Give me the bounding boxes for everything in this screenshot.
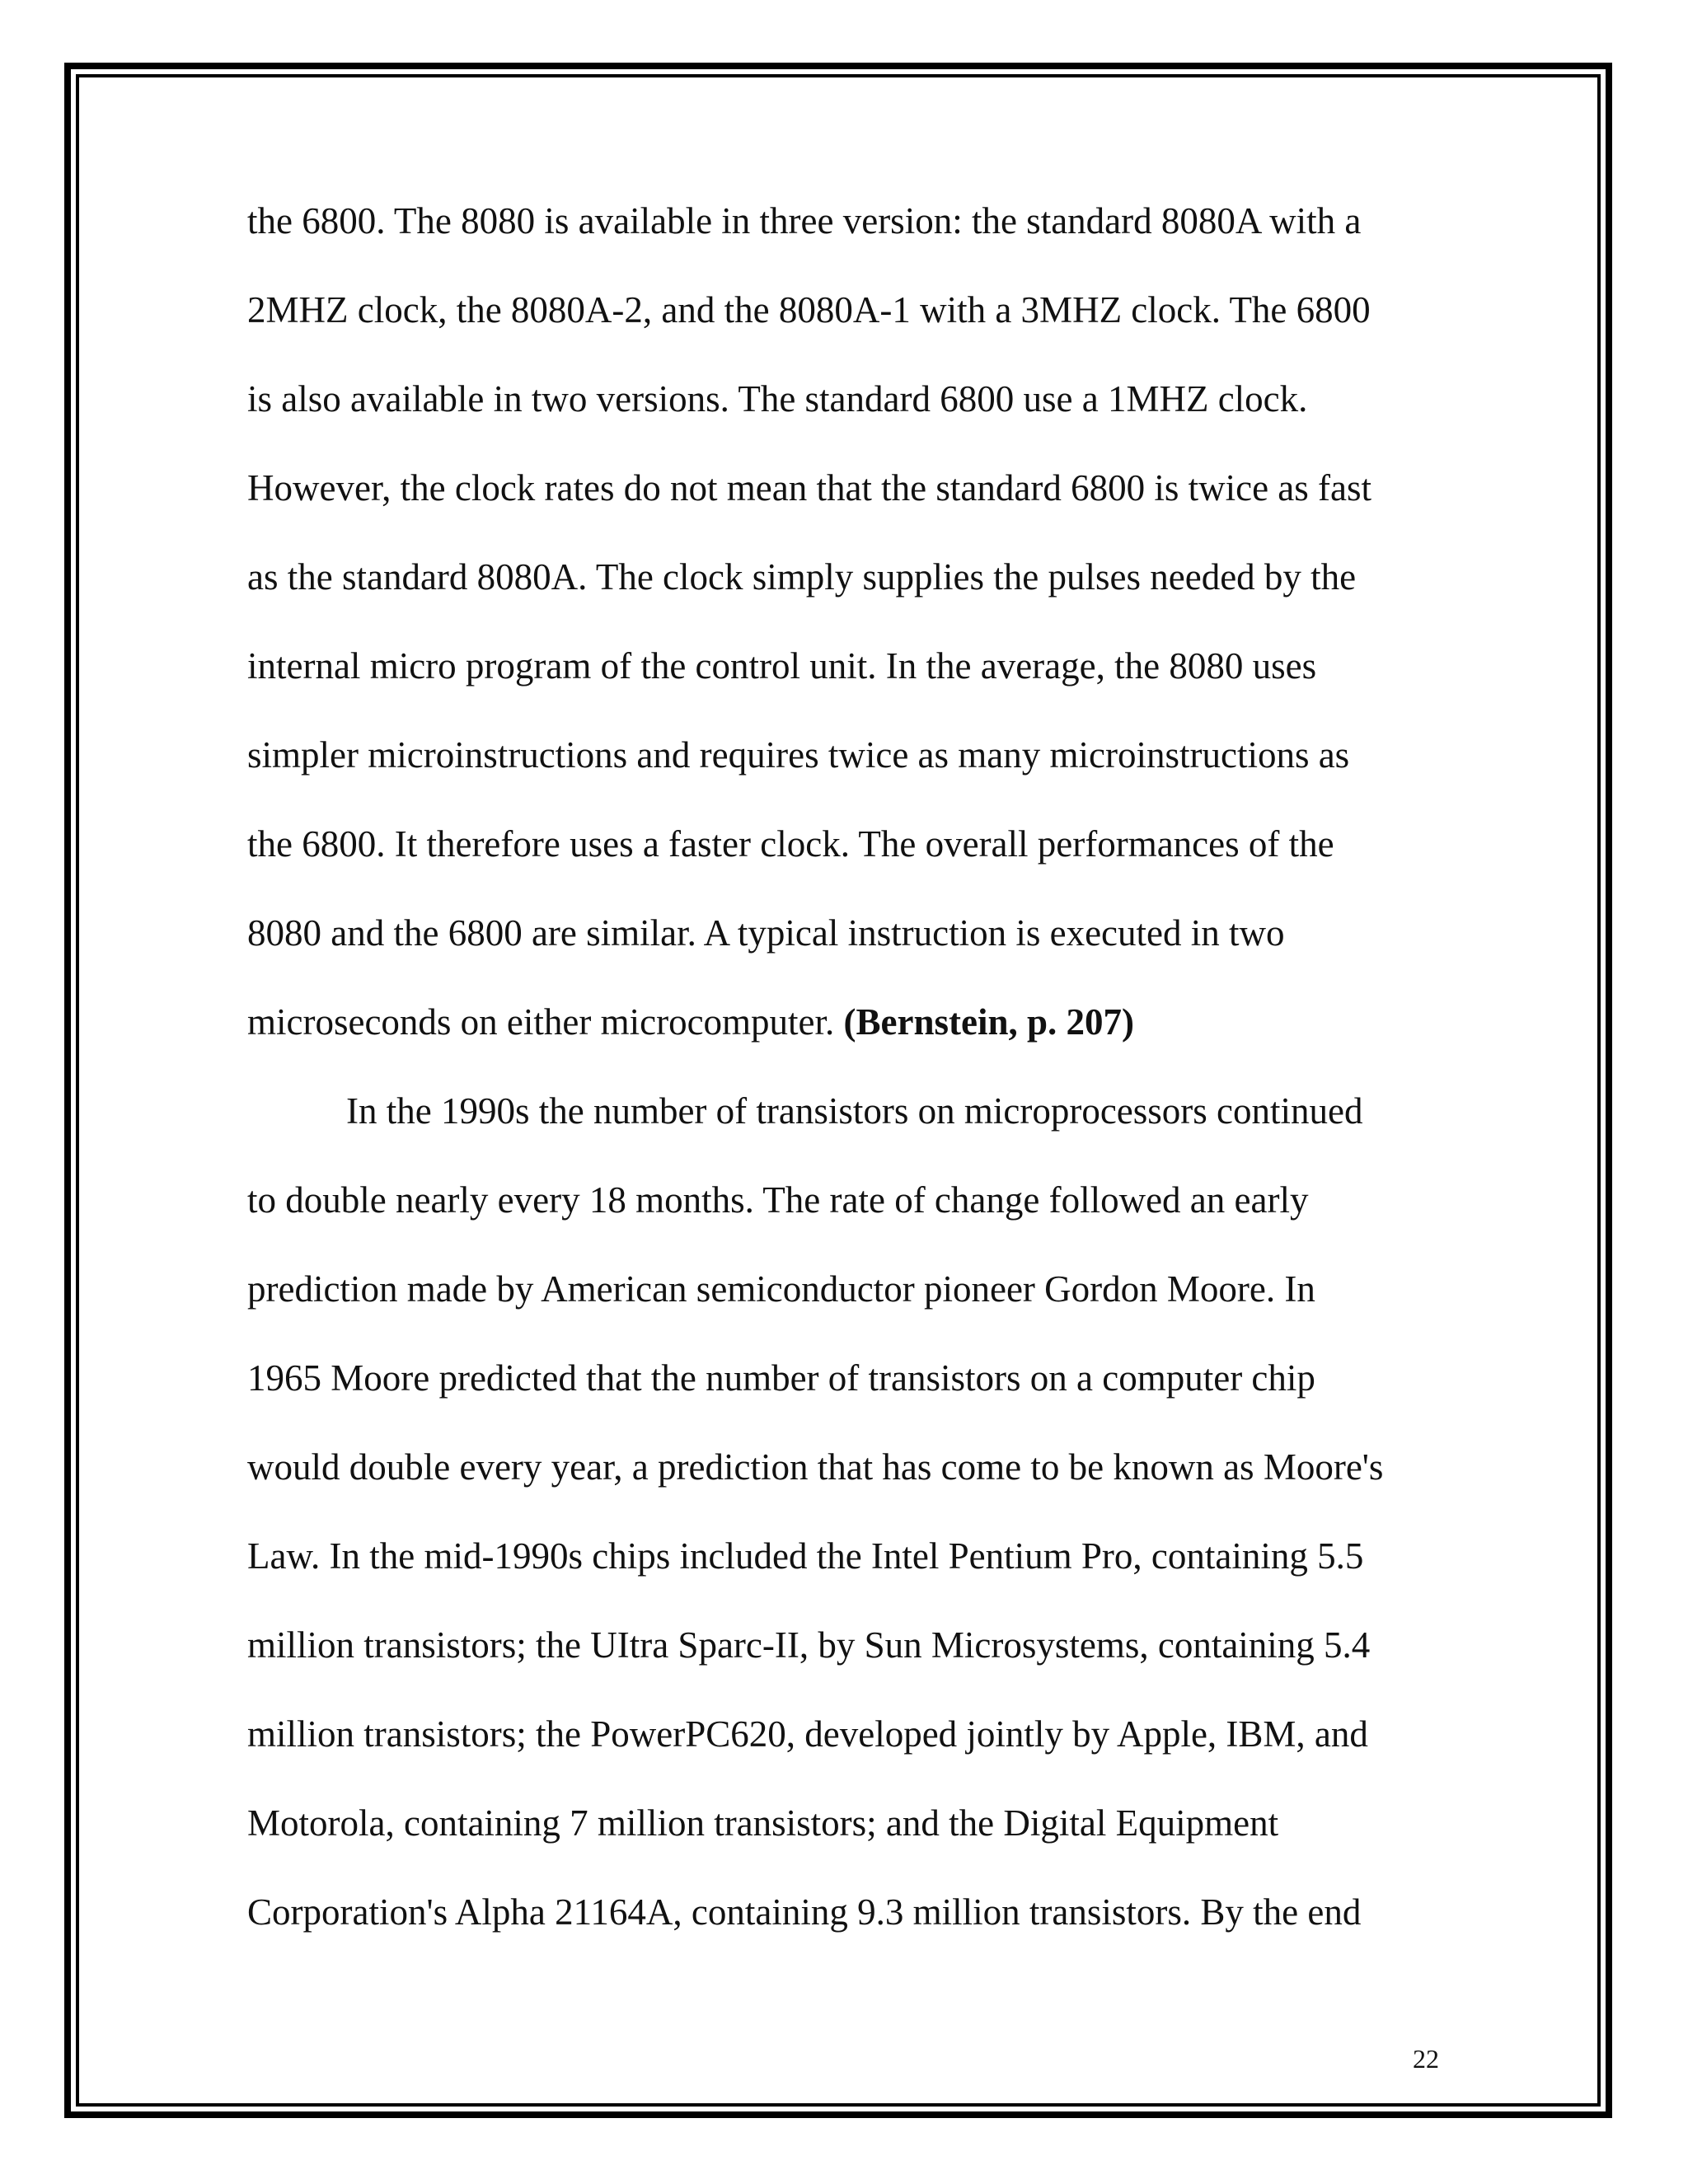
text-line: Motorola, containing 7 million transistors; and the Digital Equipment [247,1802,1279,1844]
text-line: as the standard 8080A. The clock simply supplies the pulses needed by the [247,556,1357,598]
text-line: prediction made by American semiconductor pioneer Gordon Moore. In [247,1268,1315,1310]
document-body [247,188,1484,1968]
page-number: 22 [1413,2044,1439,2074]
text-line: simpler microinstructions and requires twice as many microinstructions as [247,734,1350,776]
text-line: 2MHZ clock, the 8080A-2, and the 8080A-1 with a 3MHZ clock. The 6800 [247,289,1371,330]
text-line: However, the clock rates do not mean that the standard 6800 is twice as fast [247,467,1372,509]
text-line-segment: microseconds on either microcomputer. [247,1001,844,1043]
text-line: the 6800. It therefore uses a faster clock. The overall performances of the [247,823,1334,865]
text-line: 8080 and the 6800 are similar. A typical instruction is executed in two [247,912,1285,954]
text-line: Law. In the mid-1990s chips included the Intel Pentium Pro, containing 5.5 [247,1535,1364,1577]
text-line: internal micro program of the control unit. In the average, the 8080 uses [247,645,1317,687]
citation: (Bernstein, p. 207) [843,1001,1135,1043]
text-line: Corporation's Alpha 21164A, containing 9.3 million transistors. By the end [247,1891,1362,1933]
text-line: million transistors; the UItra Sparc-II, by Sun Microsystems, containing 5.4 [247,1624,1371,1666]
text-line: 1965 Moore predicted that the number of transistors on a computer chip [247,1357,1315,1399]
text-line: million transistors; the PowerPC620, developed jointly by Apple, IBM, and [247,1713,1368,1755]
text-line: to double nearly every 18 months. The rate of change followed an early [247,1179,1309,1221]
text-line: is also available in two versions. The standard 6800 use a 1MHZ clock. [247,378,1308,419]
text-line-with-citation [247,989,1484,1078]
text-line: the 6800. The 8080 is available in three version: the standard 8080A with a [247,200,1362,241]
paragraph-first-line: In the 1990s the number of transistors on microprocessors continued [346,1090,1363,1132]
text-line: would double every year, a prediction that has come to be known as Moore's [247,1446,1384,1488]
